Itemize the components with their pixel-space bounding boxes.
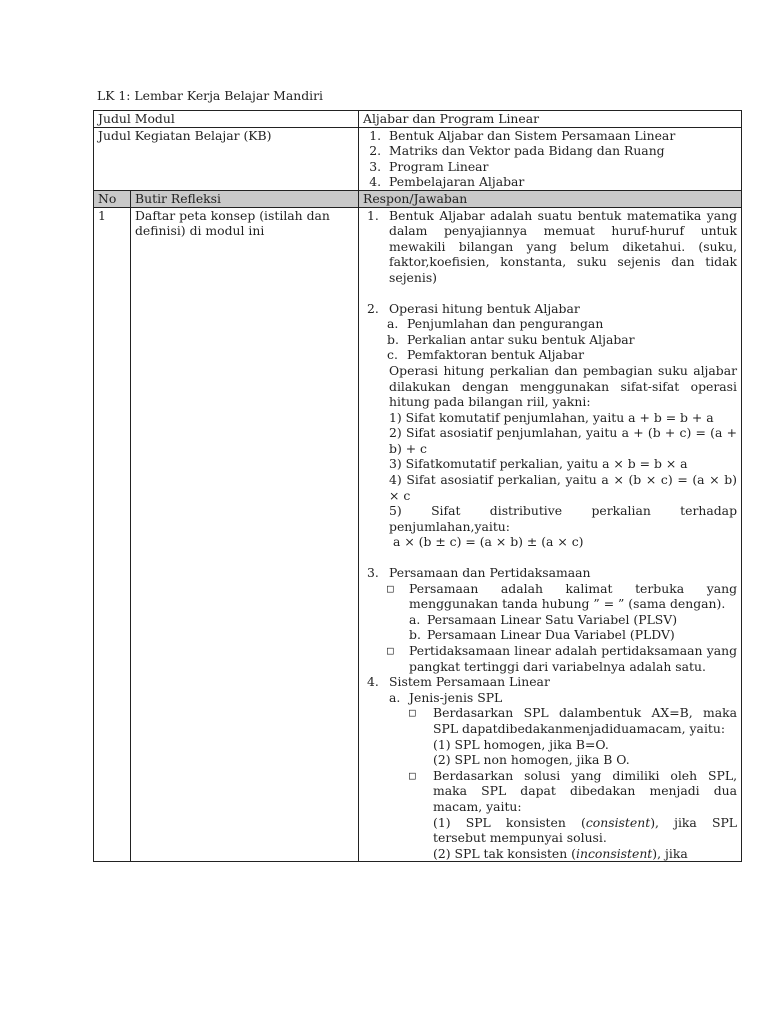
point-heading: Operasi hitung bentuk Aljabar	[389, 300, 580, 316]
sub-text: Penjumlahan dan pengurangan	[407, 316, 604, 332]
spl-type-item: (1) SPL homogen, jika B=O.	[433, 736, 609, 752]
bullet-item	[363, 581, 737, 612]
bullet-item	[363, 705, 737, 736]
sub-letter: b.	[387, 331, 399, 347]
sub-text: Persamaan Linear Dua Variabel (PLDV)	[427, 627, 675, 643]
bullet-text: Berdasarkan solusi yang dimiliki oleh SPL, maka SPL dapat dibedakan menjadi dua macam, yaitu:	[433, 767, 738, 814]
module-value: Aljabar dan Program Linear	[359, 111, 742, 128]
checkbox-bullet-icon: □	[387, 644, 394, 657]
bullet-text: Persamaan adalah kalimat terbuka yang menggunakan tanda hubung ” = ” (sama dengan).	[409, 580, 738, 612]
point-4	[363, 674, 737, 690]
point-text: Bentuk Aljabar adalah suatu bentuk matematika yang dalam penyajiannya memuat huruf-huruf untuk mewakili bilangan yang belum diketahui. (suku, faktor,koefisien, konstanta, suku sejenis dan tidak sejenis)	[389, 207, 738, 285]
point-3	[363, 565, 737, 581]
spl-solution-item	[363, 846, 737, 861]
kb-list-cell	[359, 127, 742, 190]
bullet-text: Berdasarkan SPL dalambentuk AX=B, maka SPL dapatdibedakanmenjadiduamacam, yaitu:	[433, 705, 738, 736]
item-text: (2) SPL tak konsisten (	[433, 845, 577, 861]
kb-row	[94, 127, 742, 190]
point-number: 1.	[367, 207, 379, 223]
sub-item	[363, 690, 737, 706]
table-row	[94, 207, 742, 861]
point-number: 2.	[367, 300, 379, 316]
point-heading: Persamaan dan Pertidaksamaan	[389, 565, 591, 581]
row-number: 1	[94, 207, 131, 861]
property-item: 5) Sifat distributive perkalian terhadap penjumlahan,yaitu:	[389, 503, 738, 534]
sub-letter: a.	[409, 611, 421, 627]
checkbox-bullet-icon: □	[387, 581, 394, 595]
kb-label: Judul Kegiatan Belajar (KB)	[94, 127, 359, 190]
kb-list	[363, 128, 737, 190]
sub-text: Pemfaktoran bentuk Aljabar	[407, 347, 585, 363]
sub-item	[363, 332, 737, 348]
kb-item: 1. Bentuk Aljabar dan Sistem Persamaan Linear	[385, 128, 737, 144]
worksheet-table	[93, 110, 742, 862]
item-term: inconsistent	[576, 845, 653, 861]
sub-letter: a.	[387, 316, 399, 332]
header-no: No	[94, 190, 131, 207]
sub-letter: c.	[387, 347, 398, 363]
bullet-text: Pertidaksamaan linear adalah pertidaksamaan yang pangkat tertinggi dari variabelnya adalah satu.	[409, 643, 738, 674]
response-cell	[359, 207, 742, 861]
kb-item: 4. Pembelajaran Aljabar	[385, 174, 737, 190]
sub-letter: b.	[409, 627, 421, 643]
item-text: ), jika SPL tersebut mempunyai solusi.	[433, 814, 738, 846]
item-text: ), jika	[652, 845, 688, 861]
header-row	[94, 190, 742, 207]
operation-intro: Operasi hitung perkalian dan pembagian suku aljabar dilakukan dengan menggunakan sifat-sifat operasi hitung pada bilangan riil, yakni:	[389, 362, 738, 410]
bullet-item	[363, 768, 737, 815]
point-heading: Sistem Persamaan Linear	[389, 674, 550, 690]
checkbox-bullet-icon: □	[409, 768, 416, 782]
point-2	[363, 301, 737, 317]
sub-text: Perkalian antar suku bentuk Aljabar	[407, 331, 635, 347]
sub-text: Persamaan Linear Satu Variabel (PLSV)	[427, 611, 678, 627]
sub-item	[363, 347, 737, 363]
sub-item	[363, 627, 737, 643]
point-number: 4.	[367, 674, 379, 690]
distributive-formula: a × (b ± c) = (a × b) ± (a × c)	[393, 534, 584, 550]
spl-type-item: (2) SPL non homogen, jika B O.	[433, 752, 630, 768]
module-label: Judul Modul	[94, 111, 359, 128]
sub-letter: a.	[389, 689, 401, 705]
sub-item	[363, 612, 737, 628]
item-text: (1) SPL konsisten (	[433, 814, 586, 830]
property-item: 1) Sifat komutatif penjumlahan, yaitu a + b = b + a	[389, 409, 714, 425]
point-1	[363, 208, 737, 286]
page-title: LK 1: Lembar Kerja Belajar Mandiri	[97, 88, 323, 103]
header-respon: Respon/Jawaban	[359, 190, 742, 207]
point-number: 3.	[367, 565, 379, 581]
property-item: 4) Sifat asosiatif perkalian, yaitu a × (b × c) = (a × b) × c	[389, 472, 738, 503]
spl-solution-item	[363, 815, 737, 846]
sub-item	[363, 316, 737, 332]
butir-refleksi: Daftar peta konsep (istilah dan definisi) di modul ini	[131, 207, 359, 861]
item-term: consistent	[585, 814, 651, 830]
property-item: 3) Sifatkomutatif perkalian, yaitu a × b = b × a	[389, 456, 688, 472]
sub-text: Jenis-jenis SPL	[409, 689, 503, 705]
bullet-item	[363, 643, 737, 674]
kb-item: 3. Program Linear	[385, 159, 737, 175]
checkbox-bullet-icon: □	[409, 706, 416, 720]
header-butir: Butir Refleksi	[131, 190, 359, 207]
kb-item: 2. Matriks dan Vektor pada Bidang dan Ruang	[385, 143, 737, 159]
property-item: 2) Sifat asosiatif penjumlahan, yaitu a + (b + c) = (a + b) + c	[389, 425, 738, 456]
module-row	[94, 111, 742, 128]
